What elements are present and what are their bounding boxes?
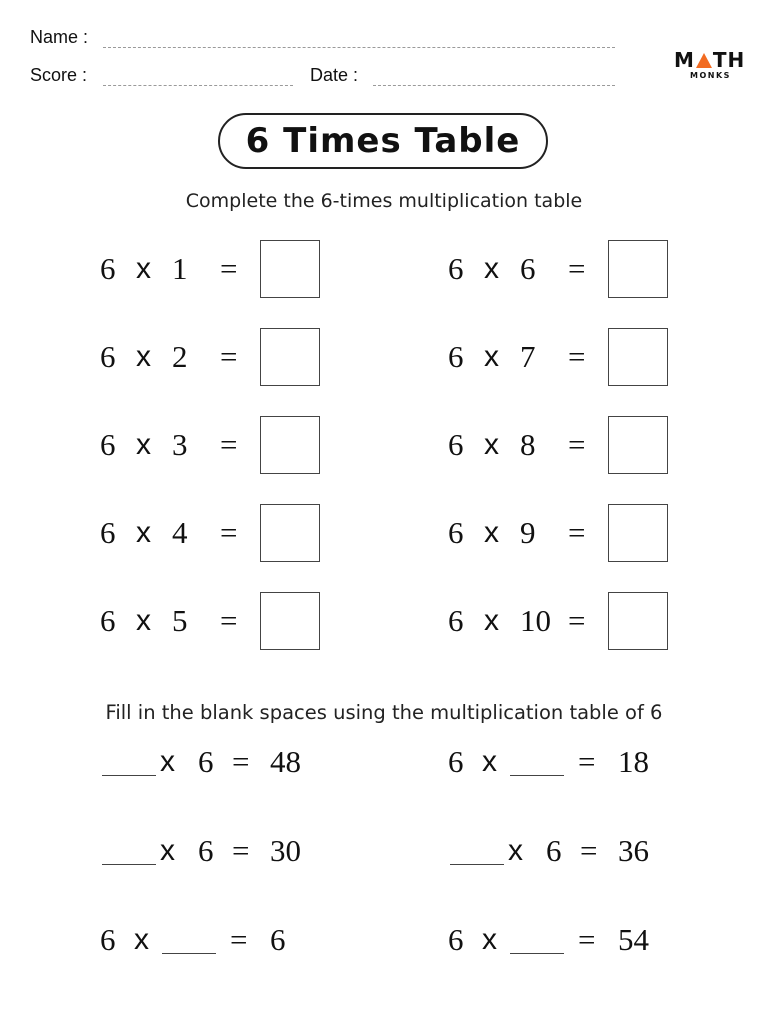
result: 54 (618, 922, 649, 957)
blank-line[interactable] (102, 775, 156, 776)
multiplicand: 6 (448, 427, 464, 462)
multiplicand: 6 (100, 515, 116, 550)
multiplicand: 6 (448, 339, 464, 374)
multiplier: 1 (172, 251, 188, 286)
equation-row (448, 513, 708, 553)
multiplier: 6 (198, 833, 214, 868)
times-sign: x (484, 604, 499, 637)
times-sign: x (484, 428, 499, 461)
multiplier: 5 (172, 603, 188, 638)
equation-row (448, 601, 708, 641)
result: 18 (618, 744, 649, 779)
date-label: Date : (310, 65, 359, 85)
times-sign: x (508, 834, 523, 867)
multiplicand: 6 (448, 922, 464, 957)
result: 36 (618, 833, 649, 868)
equals-sign: = (220, 251, 238, 286)
blank-problem (448, 920, 708, 960)
times-sign: x (136, 428, 151, 461)
result: 48 (270, 744, 301, 779)
equals-sign: = (232, 833, 250, 868)
times-sign: x (482, 923, 497, 956)
answer-box[interactable] (608, 592, 668, 650)
times-sign: x (136, 252, 151, 285)
equals-sign: = (230, 922, 248, 957)
logo-triangle-icon (696, 53, 712, 68)
blank-problem (448, 742, 708, 782)
multiplier: 10 (520, 603, 551, 638)
equals-sign: = (220, 515, 238, 550)
logo-text-m: M (674, 48, 695, 72)
blank-problem (100, 831, 360, 871)
multiplicand: 6 (100, 339, 116, 374)
multiplier: 2 (172, 339, 188, 374)
times-sign: x (484, 516, 499, 549)
answer-box[interactable] (260, 504, 320, 562)
section2-instruction: Fill in the blank spaces using the multiplication table of 6 (105, 701, 663, 724)
multiplicand: 6 (100, 603, 116, 638)
date-field[interactable] (373, 85, 615, 86)
multiplicand: 6 (448, 744, 464, 779)
blank-line[interactable] (102, 864, 156, 865)
multiplicand: 6 (448, 603, 464, 638)
equals-sign: = (220, 339, 238, 374)
logo-text-th: TH (712, 48, 746, 72)
equation-row (100, 249, 360, 289)
answer-box[interactable] (608, 416, 668, 474)
equals-sign: = (568, 515, 586, 550)
blank-problem (100, 742, 360, 782)
equals-sign: = (578, 922, 596, 957)
equation-row (100, 425, 360, 465)
multiplier: 4 (172, 515, 188, 550)
blank-line[interactable] (510, 953, 564, 954)
result: 30 (270, 833, 301, 868)
score-field[interactable] (103, 85, 293, 86)
equation-row (448, 425, 708, 465)
score-label: Score : (30, 65, 88, 85)
equation-row (448, 249, 708, 289)
blank-line[interactable] (450, 864, 504, 865)
equals-sign: = (568, 339, 586, 374)
multiplier: 6 (520, 251, 536, 286)
answer-box[interactable] (608, 504, 668, 562)
equation-row (100, 601, 360, 641)
times-sign: x (136, 516, 151, 549)
multiplier: 7 (520, 339, 536, 374)
equals-sign: = (232, 744, 250, 779)
multiplicand: 6 (448, 251, 464, 286)
worksheet-title (218, 113, 548, 169)
blank-line[interactable] (162, 953, 216, 954)
multiplicand: 6 (100, 922, 116, 957)
times-sign: x (482, 745, 497, 778)
section1-instruction: Complete the 6-times multiplication table (185, 190, 583, 212)
equals-sign: = (578, 744, 596, 779)
equation-row (100, 337, 360, 377)
result: 6 (270, 922, 286, 957)
equals-sign: = (580, 833, 598, 868)
equals-sign: = (568, 251, 586, 286)
equals-sign: = (568, 427, 586, 462)
multiplicand: 6 (100, 251, 116, 286)
answer-box[interactable] (260, 416, 320, 474)
multiplier: 6 (198, 744, 214, 779)
equals-sign: = (220, 603, 238, 638)
times-sign: x (484, 340, 499, 373)
multiplier: 3 (172, 427, 188, 462)
equation-row (448, 337, 708, 377)
title-text: 6 Times Table (245, 121, 521, 161)
logo-subtext: MONKS (690, 71, 731, 80)
times-sign: x (160, 745, 175, 778)
name-label: Name : (30, 27, 89, 47)
blank-problem (100, 920, 360, 960)
multiplier: 9 (520, 515, 536, 550)
times-sign: x (134, 923, 149, 956)
blank-problem (448, 831, 708, 871)
answer-box[interactable] (260, 328, 320, 386)
times-sign: x (484, 252, 499, 285)
multiplier: 8 (520, 427, 536, 462)
answer-box[interactable] (260, 240, 320, 298)
equals-sign: = (220, 427, 238, 462)
times-sign: x (136, 604, 151, 637)
multiplicand: 6 (100, 427, 116, 462)
math-monks-logo (674, 50, 746, 84)
answer-box[interactable] (608, 328, 668, 386)
equals-sign: = (568, 603, 586, 638)
answer-box[interactable] (608, 240, 668, 298)
times-sign: x (160, 834, 175, 867)
times-sign: x (136, 340, 151, 373)
equation-row (100, 513, 360, 553)
answer-box[interactable] (260, 592, 320, 650)
multiplicand: 6 (448, 515, 464, 550)
multiplier: 6 (546, 833, 562, 868)
name-field[interactable] (103, 47, 615, 48)
blank-line[interactable] (510, 775, 564, 776)
